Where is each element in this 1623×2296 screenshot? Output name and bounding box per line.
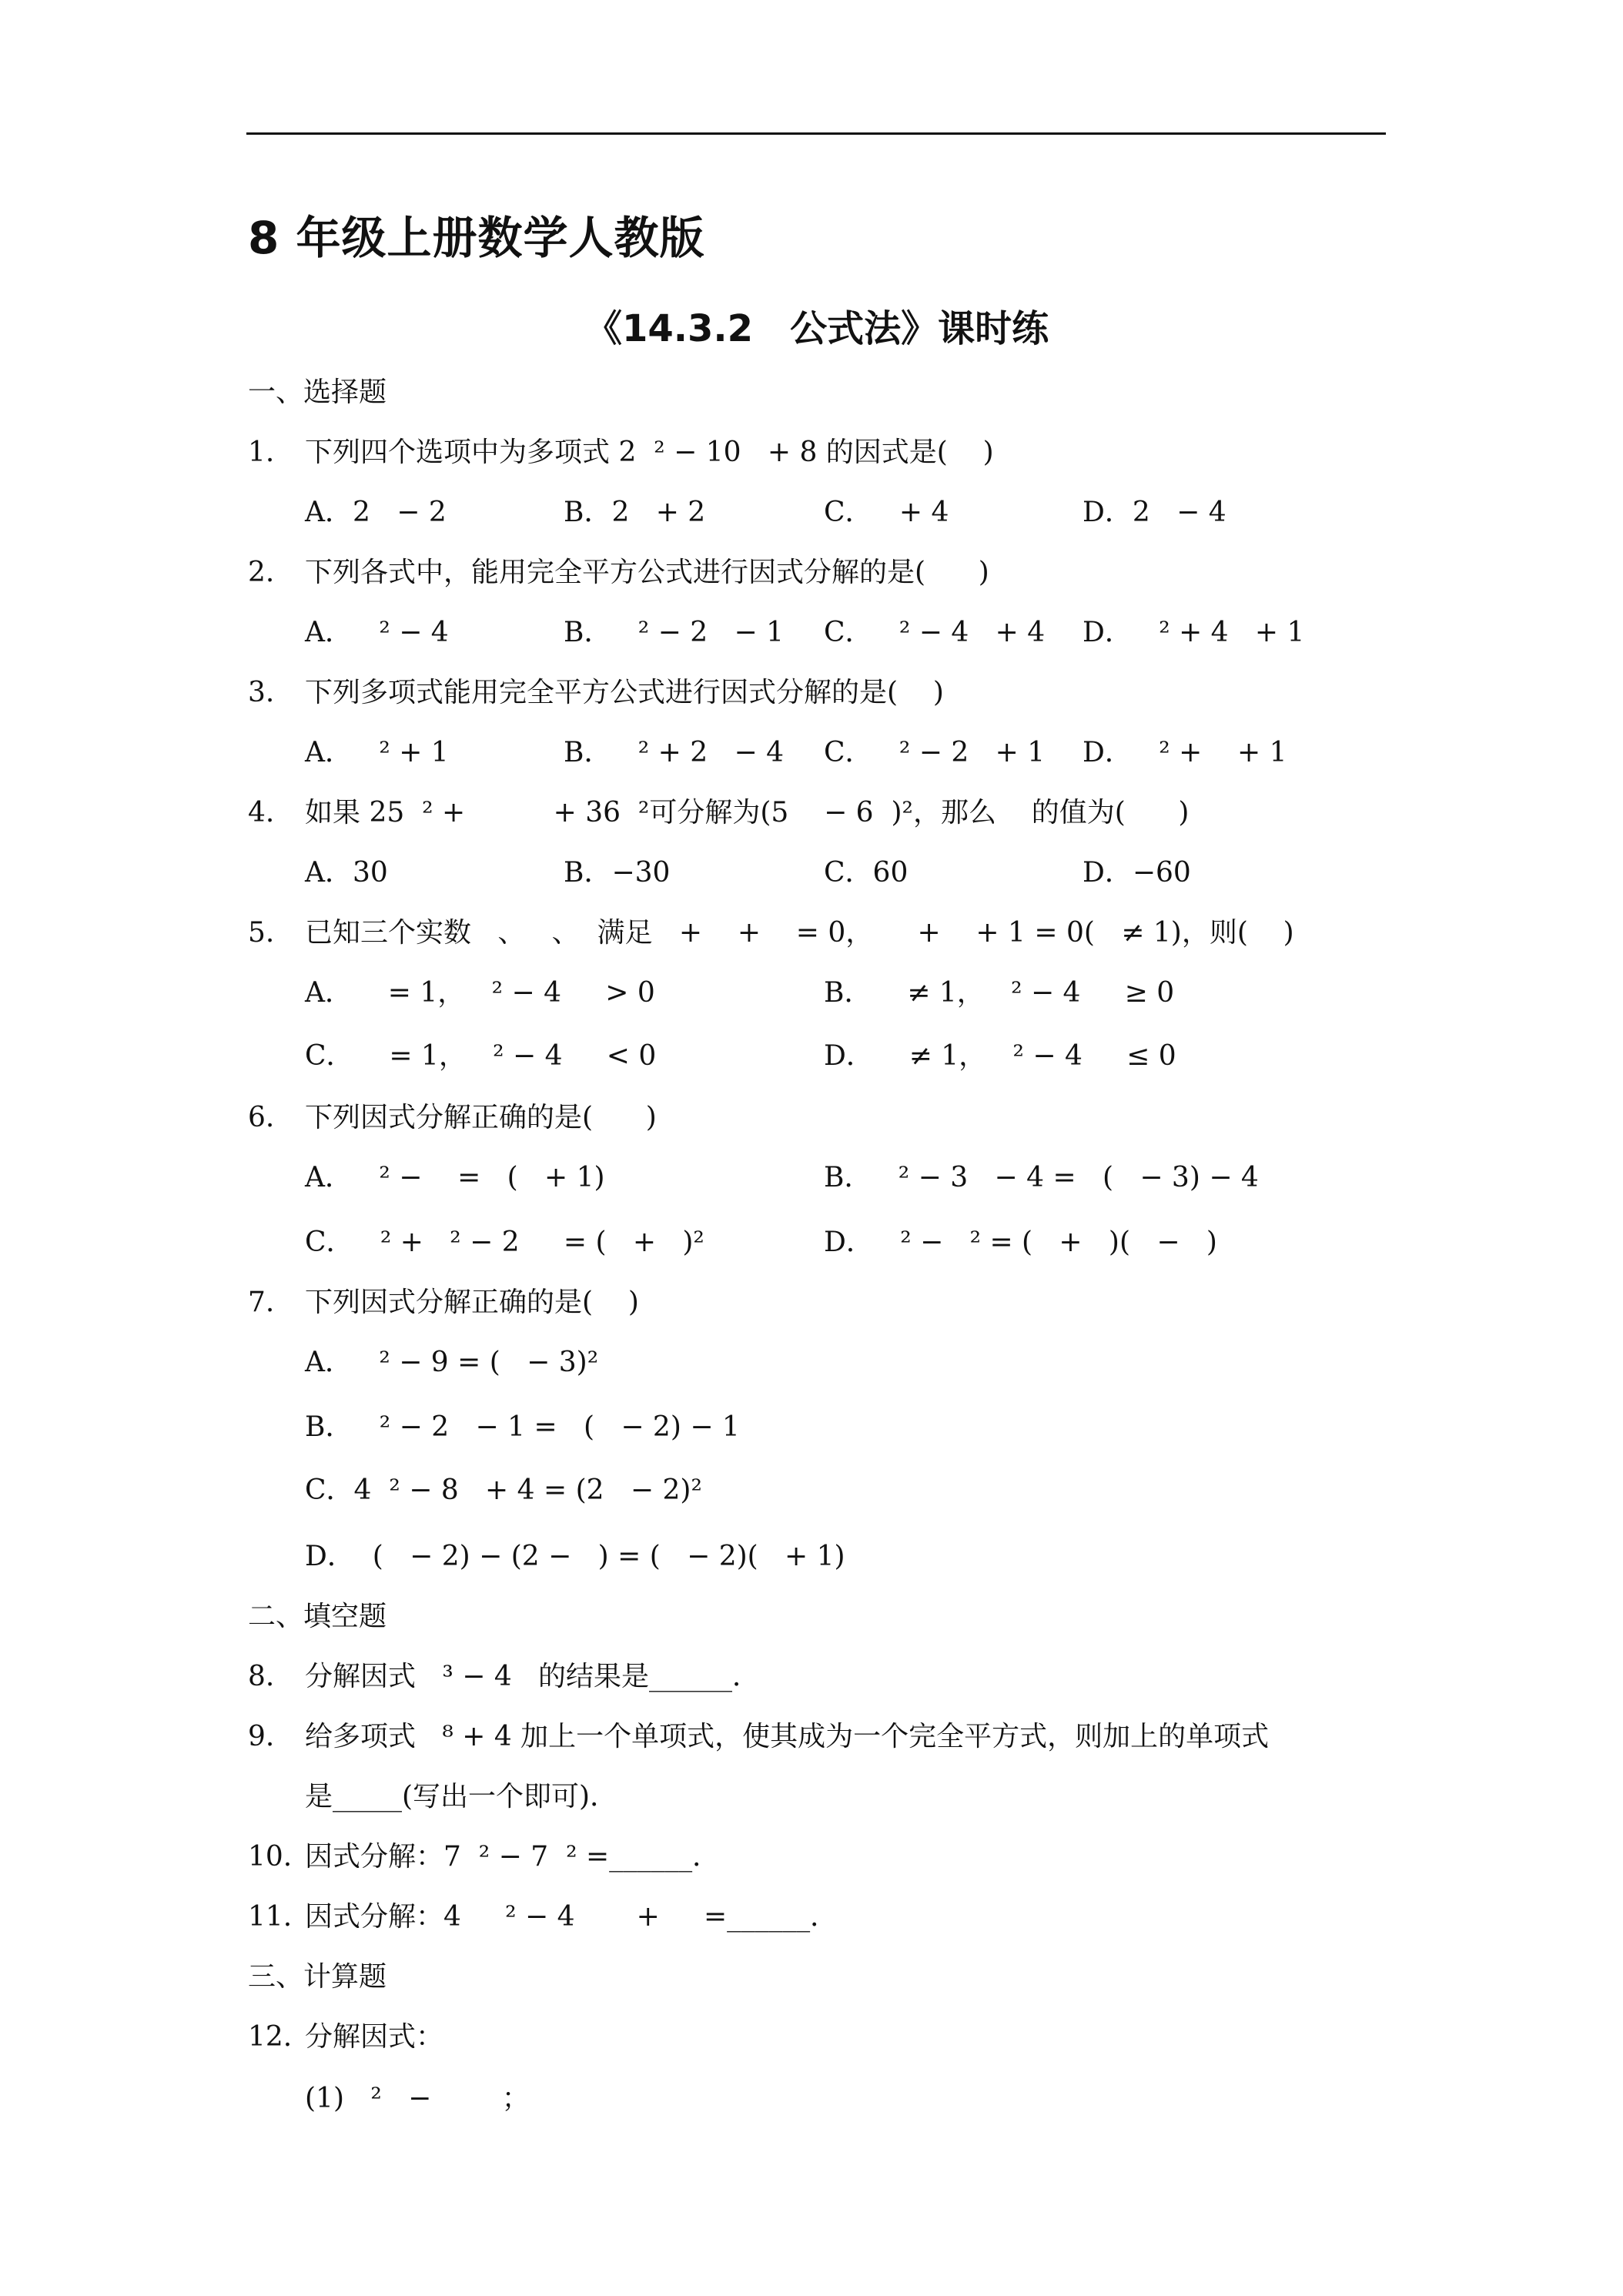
question-text: 下列各式中，能用完全平方公式进行因式分解的是( )	[305, 557, 989, 588]
question-number: 5.	[248, 917, 275, 949]
question-text: 下列四个选项中为多项式 2 ² − 10 + 8 的因式是( )	[305, 437, 994, 468]
option-b: B． ² + 2 − 4	[564, 737, 785, 768]
option-c: C． = 1， ² − 4 < 0	[305, 1040, 657, 1072]
option-b: B． ≠ 1， ² − 4 ≥ 0	[824, 977, 1175, 1009]
option-a: A．30	[305, 857, 388, 889]
option-a: A． ² + 1	[305, 737, 449, 768]
lesson-title: 《14.3.2 公式法》课时练	[585, 307, 1049, 350]
question-text: 如果 25 ² + + 36 ²可分解为(5 − 6 )²，那么 的值为( )	[305, 797, 1190, 828]
question-text: 因式分解：4 ² − 4 + =______．	[305, 1901, 838, 1933]
section-heading-fill: 二、填空题	[248, 1601, 387, 1632]
option-d: D．2 − 4	[1083, 497, 1226, 528]
question-number: 3.	[248, 677, 275, 708]
option-a: A． ² − 4	[305, 617, 449, 648]
question-text: 下列因式分解正确的是( )	[305, 1102, 657, 1133]
option-c: C． ² − 4 + 4	[824, 617, 1046, 648]
question-number: 10.	[248, 1841, 293, 1873]
option-a: A． ² − = ( + 1)	[305, 1162, 605, 1193]
option-b: B． ² − 2 − 1	[564, 617, 785, 648]
option-a: A． = 1， ² − 4 > 0	[305, 977, 655, 1009]
option-a: A．2 − 2	[305, 497, 447, 528]
question-text: 已知三个实数 、 、 满足 + + = 0， + + 1 = 0( ≠ 1)，则( )	[305, 917, 1294, 949]
sub-question: (1) ² − ；	[305, 2083, 530, 2114]
question-number: 7.	[248, 1287, 275, 1318]
question-number: 8.	[248, 1661, 275, 1692]
page-title: 8 年级上册数学人教版	[248, 212, 705, 264]
option-a: A． ² − 9 = ( − 3)²	[305, 1347, 599, 1378]
header-rule	[246, 132, 1386, 135]
option-b: B． ² − 2 − 1 = ( − 2) − 1	[305, 1411, 740, 1443]
option-d: D． ² + 4 + 1	[1083, 617, 1305, 648]
option-d: D． ≠ 1， ² − 4 ≤ 0	[824, 1040, 1176, 1072]
question-text-continued: 是_____(写出一个即可)．	[305, 1781, 618, 1812]
question-number: 2.	[248, 557, 275, 588]
option-d: D． ² + + 1	[1083, 737, 1287, 768]
question-text: 因式分解：7 ² − 7 ² =______．	[305, 1841, 721, 1873]
section-heading-choice: 一、选择题	[248, 377, 387, 408]
option-b: B． ² − 3 − 4 = ( − 3) − 4	[824, 1162, 1259, 1193]
question-number: 12.	[248, 2021, 293, 2053]
section-heading-calc: 三、计算题	[248, 1961, 387, 1993]
question-text: 分解因式 ³ − 4 的结果是______．	[305, 1661, 761, 1692]
question-text: 下列多项式能用完全平方公式进行因式分解的是( )	[305, 677, 944, 708]
question-text: 给多项式 ⁸ + 4 加上一个单项式，使其成为一个完全平方式，则加上的单项式	[305, 1721, 1270, 1752]
option-c: C． + 4	[824, 497, 949, 528]
option-d: D． ( − 2) − (2 − ) = ( − 2)( + 1)	[305, 1541, 845, 1572]
question-number: 4.	[248, 797, 275, 828]
option-c: C． ² + ² − 2 = ( + )²	[305, 1227, 704, 1258]
question-number: 6.	[248, 1102, 275, 1133]
question-number: 9.	[248, 1721, 275, 1752]
option-b: B．2 + 2	[564, 497, 706, 528]
option-c: C．4 ² − 8 + 4 = (2 − 2)²	[305, 1474, 702, 1506]
option-c: C． ² − 2 + 1	[824, 737, 1046, 768]
option-d: D．−60	[1083, 857, 1191, 889]
option-c: C．60	[824, 857, 909, 889]
question-text: 下列因式分解正确的是( )	[305, 1287, 639, 1318]
question-number: 1.	[248, 437, 275, 468]
option-b: B．−30	[564, 857, 671, 889]
option-d: D． ² − ² = ( + )( − )	[824, 1227, 1217, 1258]
question-number: 11.	[248, 1901, 293, 1933]
question-text: 分解因式：	[305, 2021, 444, 2053]
